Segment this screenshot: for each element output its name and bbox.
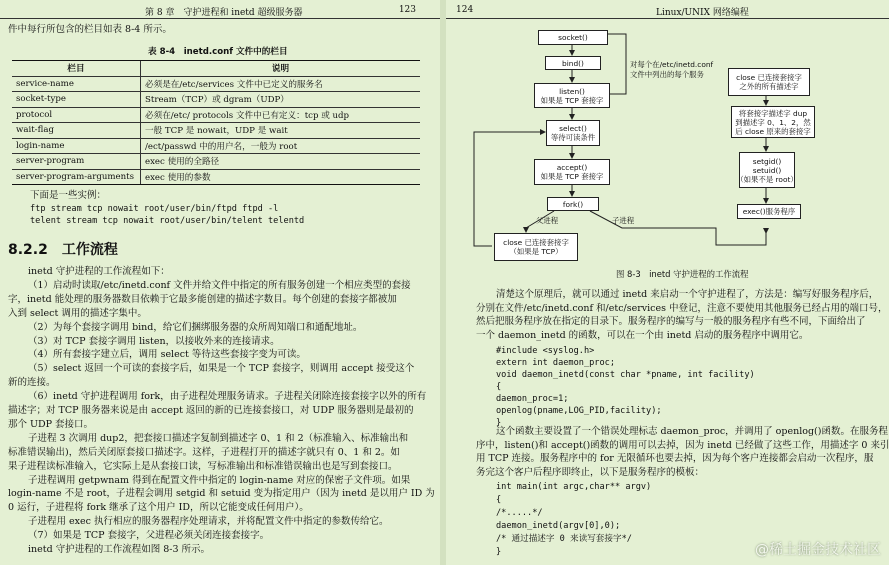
table-cell: wait-flag — [12, 123, 141, 139]
example-line: ftp stream tcp nowait root/user/bin/ftpd ftpd -l — [30, 204, 279, 214]
code-line: } — [496, 418, 502, 428]
body-line: 0 运行，子进程将 fork 继承了这个用户 ID，所以它能变成任何用户）。 — [8, 502, 309, 514]
table-cell: 必须在/etc/ protocols 文件中已有定义：tcp 或 udp — [141, 107, 421, 123]
body-line: 这个函数主要设置了一个错误处理标志 daemon_proc，并调用了 openlog()函数。在服务程 — [496, 426, 888, 437]
table-cell: server-program-arguments — [12, 169, 141, 185]
code-line: /*.....*/ — [496, 508, 543, 518]
table-cell: exec 使用的参数 — [141, 169, 421, 185]
close-parent-box — [494, 233, 578, 261]
fork-box — [547, 197, 599, 211]
table-cell: exec 使用的全路径 — [141, 154, 421, 170]
close-child-label: close 已连接套接字 — [736, 73, 802, 82]
dup-label: 到描述字 0、1、2，然 — [735, 117, 811, 127]
body-line: 那个 UDP 套接口。 — [8, 418, 94, 430]
table-cell: 一般 TCP 是 nowait，UDP 是 wait — [141, 123, 421, 139]
body-line: （3）对 TCP 套接字调用 listen，以接收外来的连接请求。 — [28, 335, 280, 347]
accept-sub-label: 如果是 TCP 套接字 — [540, 172, 604, 181]
table-row — [12, 76, 420, 92]
table-cell: /ect/passwd 中的用户名，一般为 root — [141, 138, 421, 154]
body-line: 果子进程读标准输入，它实际上是从套接口读，写标准输出和标准错误输出也是写到套接口。 — [8, 460, 398, 472]
table-row — [12, 138, 420, 154]
left-running-header — [0, 4, 440, 19]
table-row — [12, 123, 420, 139]
book-title-header: Linux/UNIX 网络编程 — [656, 8, 749, 18]
accept-label: accept() — [556, 163, 588, 172]
code-line: daemon_inetd(argv[0],0); — [496, 521, 621, 531]
body-line: inetd 守护进程的工作流程如下： — [28, 266, 170, 277]
table-header-row — [12, 61, 420, 77]
body-line: 字，inetd 能处理的服务器数目依赖于它最多能创建的描述字数目。每个创建的套接字都被加 — [8, 293, 397, 305]
select-box — [546, 120, 600, 146]
setgid-box — [736, 152, 798, 188]
table-cell: login-name — [12, 138, 141, 154]
arrow-loop-back — [474, 132, 545, 246]
flowchart-arrows — [446, 0, 889, 270]
accept-box — [534, 159, 610, 185]
parent-process-label: 父进程 — [536, 216, 559, 225]
setuid-label: setuid() — [752, 165, 782, 175]
exec-label: exec()服务程序 — [742, 207, 796, 216]
body-line: 标准错误输出)，然后关闭原套接口描述字。这样，子进程打开的描述字就只有 0、1 和 2。如 — [8, 446, 400, 458]
table-cell: Stream（TCP）或 dgram（UDP） — [141, 92, 421, 108]
examples-intro: 下面是一些实例： — [30, 190, 107, 201]
select-label: select() — [559, 124, 587, 133]
left-page — [0, 0, 440, 565]
code-line: { — [496, 495, 502, 505]
page-number: 123 — [398, 5, 416, 15]
close-parent-sub-label: （如果是 TCP） — [509, 247, 563, 256]
bind-box — [545, 56, 601, 70]
code-line: { — [496, 382, 502, 392]
code-line: /* 通过描述字 0 来读写套接字*/ — [496, 534, 632, 544]
body-line: （6）inetd 守护进程调用 fork，由子进程处理服务请求。子进程关闭除连接套接字以外的所有 — [28, 391, 427, 403]
body-line: 描述字；对 TCP 服务器来说是由 accept 返回的新的已连接套接口，对 UDP 服务器则是最初的 — [8, 405, 414, 416]
inetd-columns-table — [12, 60, 420, 185]
listen-label: listen() — [559, 86, 585, 96]
body-line: （4）所有套接字建立后，调用 select 等待这些套接字变为可读。 — [28, 349, 306, 361]
table-row — [12, 107, 420, 123]
right-page — [446, 0, 889, 565]
table-cell: protocol — [12, 107, 141, 123]
watermark: @稀土掘金技术社区 — [755, 542, 881, 558]
body-line: login-name 不是 root，子进程会调用 setgid 和 setuid 变为指定用户（因为 inetd 是以用户 ID 为 — [8, 488, 435, 500]
close-child-box — [728, 68, 810, 96]
close-child-sub-label: 之外的所有描述字 — [739, 82, 799, 91]
body-line: 子进程调用 getpwnam 得到在配置文件中指定的 login-name 对应的保密子文件项。如果 — [28, 474, 411, 486]
page-number: 124 — [456, 5, 474, 15]
dup-label: 后 close 原来的套接字 — [735, 126, 811, 136]
service-note-line: 对每个在/etc/inetd.conf — [630, 60, 714, 69]
body-line: 新的连接。 — [8, 377, 56, 389]
listen-sub-label: 如果是 TCP 套接字 — [540, 95, 604, 105]
code-line: int main(int argc,char** argv) — [496, 482, 652, 492]
fork-label: fork() — [562, 199, 584, 209]
table-row — [12, 154, 420, 170]
body-line: 务完这个客户后程序即终止，以下是服务程序的模板： — [476, 466, 705, 478]
table-cell: 必须是在/etc/services 文件中已定义的服务名 — [141, 76, 421, 92]
code-line: extern int daemon_proc; — [496, 358, 615, 368]
body-line: 入到 select 调用的描述字集中。 — [8, 307, 147, 319]
chapter-header: 第 8 章 守护进程和 inetd 超级服务器 — [145, 8, 303, 18]
dup-box — [731, 106, 815, 138]
code-line: #include <syslog.h> — [496, 346, 595, 356]
inetd-flowchart — [446, 0, 889, 270]
table-row — [12, 92, 420, 108]
dup-label: 将套接字描述字 dup — [738, 108, 808, 118]
body-line: 分别在文件/etc/inetd.conf 和/etc/services 中登记，注意不要使用其他服务已经占用的端口号， — [476, 302, 888, 314]
body-line: 一个 daemon_inetd 的函数，可以在一个由 inetd 启动的服务程序中调用它。 — [476, 329, 809, 341]
example-line: telent stream tcp nowait root/user/bin/telent telentd — [30, 216, 305, 226]
figure-caption: 图 8-3 inetd 守护进程的工作流程 — [616, 269, 749, 279]
setgid-sub-label: （如果不是 root） — [736, 174, 798, 184]
select-sub-label: 等待可读条件 — [550, 133, 596, 142]
service-note-line: 文件中列出的每个服务 — [630, 70, 704, 79]
close-parent-label: close 已连接套接字 — [503, 238, 569, 247]
table-header-cell: 栏目 — [12, 61, 141, 77]
body-line: （7）如果是 TCP 套接字，父进程必须关闭连接套接字。 — [28, 530, 270, 542]
section-title: 8.2.2 工作流程 — [8, 242, 118, 258]
code-line: openlog(pname,LOG_PID,facility); — [496, 406, 662, 416]
body-line: 然后把服务程序放在指定的目录下。服务程序的编写与一般的服务程序有些不同，下面给出了 — [476, 316, 866, 327]
body-line: （2）为每个套接字调用 bind，给它们捆绑服务器的众所周知端口和通配地址。 — [28, 321, 363, 333]
exec-box — [737, 204, 801, 219]
body-line: 序中，listen()和 accept()函数的调用可以去掉，因为 inetd 已经做了这些工作，用描述字 0 来引 — [476, 439, 889, 451]
table-header-cell: 说明 — [141, 61, 421, 77]
body-line: 子进程用 exec 执行相应的服务器程序处理请求，并将配置文件中指定的参数传给它。 — [28, 516, 389, 528]
table-caption: 表 8-4 inetd.conf 文件中的栏目 — [148, 47, 288, 57]
intro-text: 件中每行所包含的栏目如表 8-4 所示。 — [8, 24, 172, 35]
code-line: daemon_proc=1; — [496, 394, 569, 404]
body-line: inetd 守护进程的工作流程如图 8-3 所示。 — [28, 544, 211, 555]
note-brace — [608, 34, 626, 94]
body-line: 子进程 3 次调用 dup2，把套接口描述字复制到描述字 0、1 和 2（标准输入、标准输出和 — [28, 432, 409, 444]
code-line: void daemon_inetd(const char *pname, int facility) — [496, 370, 755, 380]
setgid-label: setgid() — [752, 156, 782, 166]
listen-box — [534, 83, 610, 108]
body-line: （5）select 返回一个可读的套接字后，如果是一个 TCP 套接字，则调用 accept 接受这个 — [28, 363, 415, 375]
table-cell: socket-type — [12, 92, 141, 108]
code-line: } — [496, 547, 502, 557]
bind-label: bind() — [562, 58, 584, 68]
table-cell: server-program — [12, 154, 141, 170]
child-process-label: 子进程 — [612, 216, 635, 225]
socket-label: socket() — [558, 33, 588, 42]
socket-box — [538, 30, 608, 45]
table-cell: service-name — [12, 76, 141, 92]
body-line: 用 TCP 连接。服务程序中的 for 无限循环也要去掉，因为每个客户连接都会启动一次程序，服 — [476, 453, 874, 464]
table-row — [12, 169, 420, 185]
body-line: 清楚这个原理后，就可以通过 inetd 来启动一个守护进程了，方法是：编写好服务程序后， — [496, 289, 879, 300]
body-line: （1）启动时读取/etc/inetd.conf 文件并给文件中指定的所有服务创建一个相应类型的套接 — [28, 279, 411, 291]
